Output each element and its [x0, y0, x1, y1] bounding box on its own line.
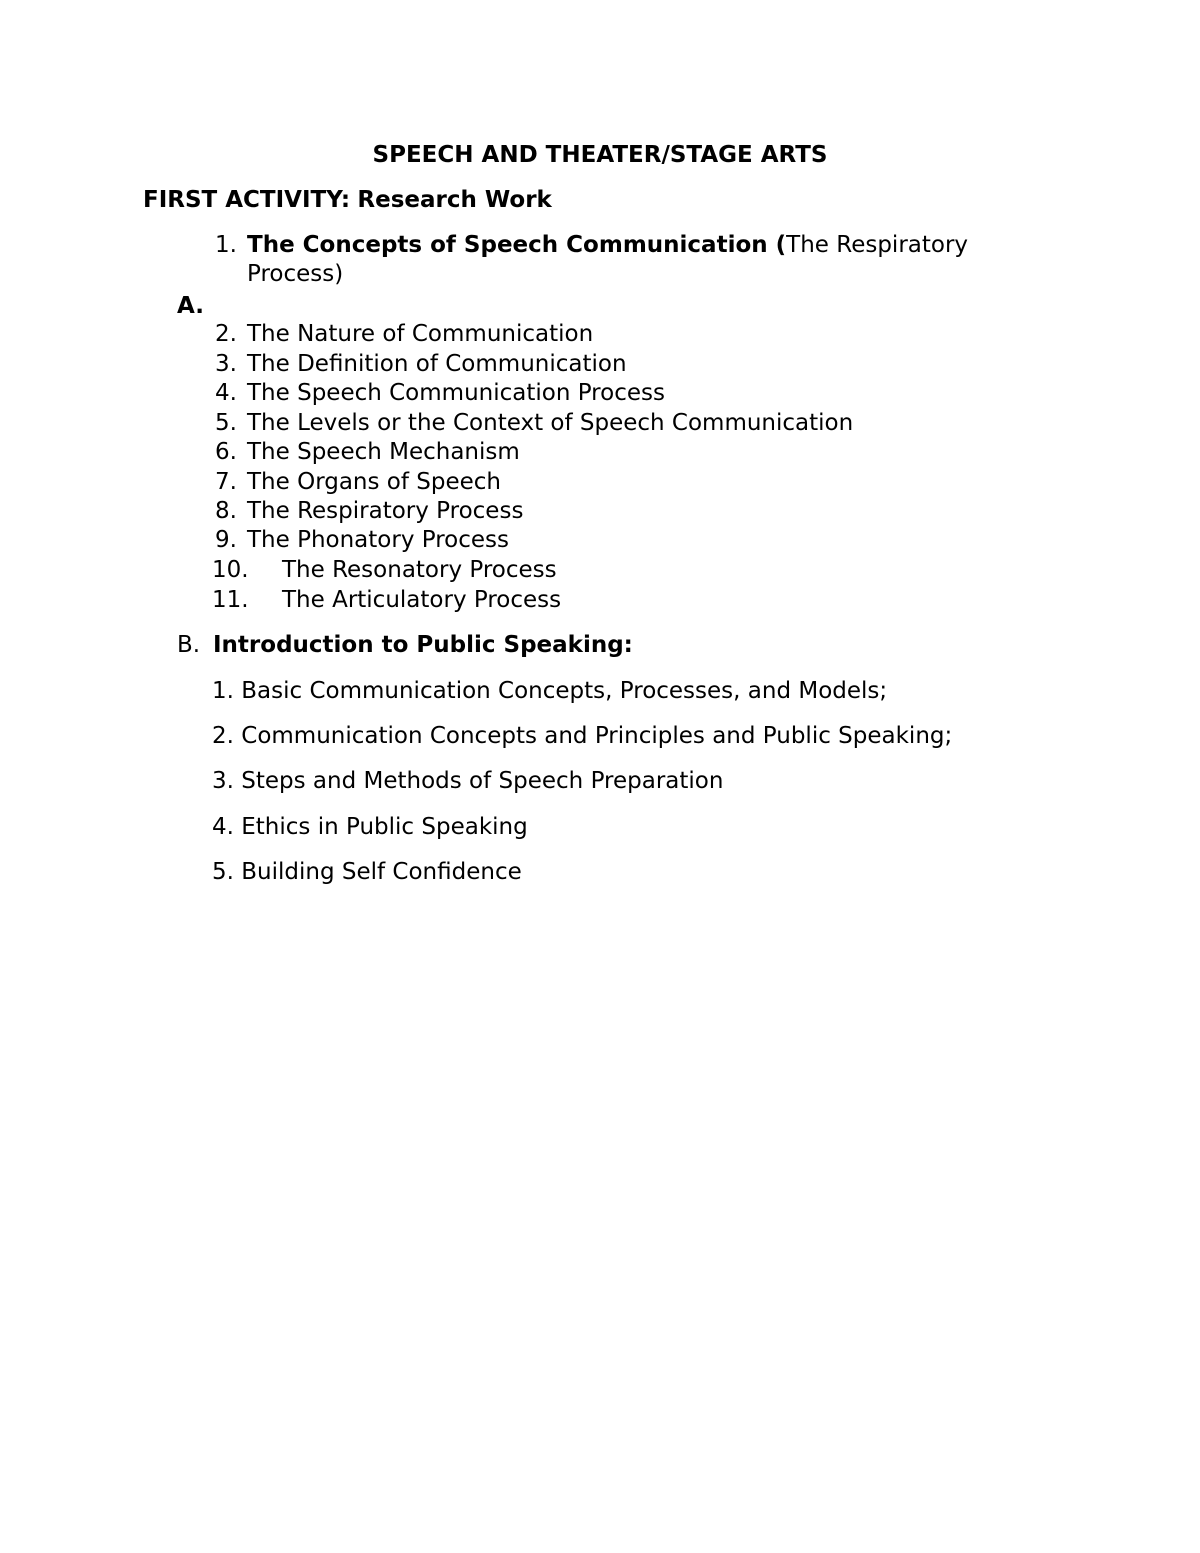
list-item-bold-text: The Concepts of Speech Communication (	[247, 232, 787, 258]
section-b-marker: B.	[177, 632, 201, 658]
list-item: The Respiratory Process	[247, 498, 524, 524]
list-item: The Definition of Communication	[247, 351, 627, 377]
list-item: 5. Building Self Confidence	[212, 859, 522, 885]
list-number: 7.	[215, 469, 237, 495]
list-item-normal-text: The Respiratory	[786, 232, 969, 258]
list-item: The Nature of Communication	[247, 321, 594, 347]
list-item: The Articulatory Process	[282, 587, 562, 613]
section-a-marker: A.	[177, 293, 204, 319]
list-item-first	[247, 231, 968, 260]
list-number: 3.	[215, 351, 237, 377]
list-item: The Speech Communication Process	[247, 380, 665, 406]
section-b-heading: Introduction to Public Speaking:	[213, 632, 633, 658]
list-item: 1. Basic Communication Concepts, Processes, and Models;	[212, 678, 888, 704]
list-item: The Levels or the Context of Speech Communication	[247, 410, 854, 436]
activity-label: FIRST ACTIVITY:	[143, 187, 351, 213]
list-number: 11.	[212, 587, 249, 613]
list-item: The Organs of Speech	[247, 469, 502, 495]
list-number: 10.	[212, 557, 249, 583]
list-item: 3. Steps and Methods of Speech Preparation	[212, 768, 724, 794]
list-item: The Speech Mechanism	[247, 439, 520, 465]
list-number: 2.	[215, 321, 237, 347]
list-number: 5.	[215, 410, 237, 436]
list-item: The Phonatory Process	[247, 527, 509, 553]
activity-heading	[143, 186, 552, 215]
list-number: 6.	[215, 439, 237, 465]
list-item-continuation: Process)	[247, 261, 344, 287]
activity-name: Research Work	[357, 187, 552, 213]
list-number: 8.	[215, 498, 237, 524]
list-number: 1.	[215, 232, 237, 258]
list-number: 9.	[215, 527, 237, 553]
list-number: 4.	[215, 380, 237, 406]
list-item: 4. Ethics in Public Speaking	[212, 814, 528, 840]
document-title: SPEECH AND THEATER/STAGE ARTS	[372, 142, 828, 168]
list-item: The Resonatory Process	[282, 557, 557, 583]
list-item: 2. Communication Concepts and Principles and Public Speaking;	[212, 723, 953, 749]
